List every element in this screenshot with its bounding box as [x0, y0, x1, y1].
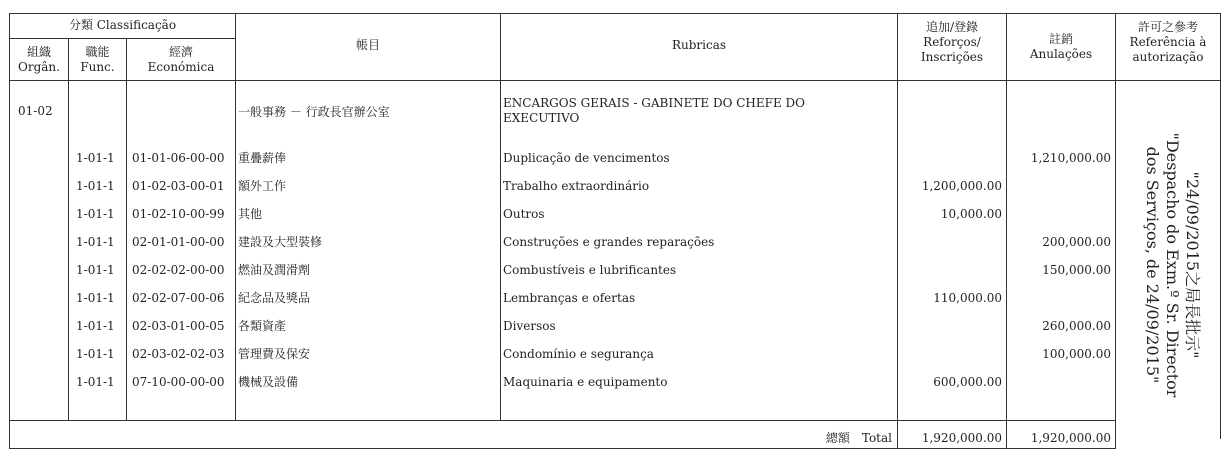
row-economica: 01-02-03-00-01 — [132, 179, 225, 193]
total-reforcos: 1,920,000.00 — [921, 431, 1002, 445]
authorization-line-1: "24/09/2015之局長批示" — [1183, 171, 1202, 359]
authorization-line-3: dos Serviços, de 24/09/2015" — [1143, 146, 1162, 384]
row-funcional: 1-01-1 — [76, 151, 115, 165]
row-rubric-pt: Combustíveis e lubrificantes — [503, 263, 677, 277]
row-funcional: 1-01-1 — [76, 375, 115, 389]
row-economica: 07-10-00-00-00 — [132, 375, 225, 389]
row-economica: 02-02-07-00-06 — [132, 291, 225, 305]
header-anulacoes: 註銷 Anulações — [1029, 32, 1093, 61]
row-economica: 02-01-01-00-00 — [132, 235, 225, 249]
row-rubric-zh: 機械及設備 — [238, 375, 299, 389]
rule — [1115, 13, 1116, 449]
row-rubric-zh: 其他 — [238, 207, 263, 221]
row-funcional: 1-01-1 — [76, 263, 115, 277]
header-classification: 分類 Classificação — [68, 18, 177, 32]
row-funcional: 1-01-1 — [76, 179, 115, 193]
row-rubric-pt: Lembranças e ofertas — [503, 291, 636, 305]
row-rubric-zh: 各類資產 — [238, 319, 287, 333]
total-anulacoes: 1,920,000.00 — [1030, 431, 1111, 445]
row-funcional: 1-01-1 — [76, 319, 115, 333]
row-funcional: 1-01-1 — [76, 235, 115, 249]
group-rubric-pt: ENCARGOS GERAIS - GABINETE DO CHEFE DO EXECUTIVO — [503, 96, 805, 125]
rule — [9, 13, 10, 449]
row-reforcos: 10,000.00 — [940, 207, 1002, 221]
row-rubric-pt: Construções e grandes reparações — [503, 235, 715, 249]
rule — [1220, 13, 1221, 439]
row-anulacoes: 200,000.00 — [1042, 235, 1111, 249]
row-anulacoes: 100,000.00 — [1042, 347, 1111, 361]
row-economica: 02-03-02-02-03 — [132, 347, 225, 361]
row-anulacoes: 260,000.00 — [1042, 319, 1111, 333]
rule — [126, 38, 127, 421]
rule — [235, 13, 236, 421]
row-rubric-zh: 紀念品及獎品 — [238, 291, 311, 305]
rule — [9, 13, 1221, 14]
row-reforcos: 1,200,000.00 — [921, 179, 1002, 193]
group-rubric-zh: 一般事務 － 行政長官辦公室 — [238, 105, 390, 119]
authorization-line-2: "Despacho do Exm.º Sr. Director — [1163, 132, 1182, 398]
header-reforcos: 追加/登錄 Reforços/ Inscrições — [920, 20, 984, 64]
total-label: 總額 Total — [825, 431, 892, 445]
rule — [9, 80, 1221, 81]
row-rubric-pt: Outros — [503, 207, 545, 221]
row-anulacoes: 150,000.00 — [1042, 263, 1111, 277]
row-rubric-pt: Duplicação de vencimentos — [503, 151, 670, 165]
rule — [9, 38, 235, 39]
header-economica: 經濟 Económica — [147, 45, 215, 74]
header-referencia: 許可之參考 Referência à autorização — [1129, 20, 1207, 64]
row-economica: 02-03-01-00-05 — [132, 319, 225, 333]
row-economica: 01-02-10-00-99 — [132, 207, 225, 221]
row-reforcos: 110,000.00 — [933, 291, 1002, 305]
row-rubric-pt: Diversos — [503, 319, 556, 333]
rule — [68, 38, 69, 421]
row-rubric-zh: 管理費及保安 — [238, 347, 311, 361]
row-rubric-zh: 額外工作 — [238, 179, 287, 193]
row-anulacoes: 1,210,000.00 — [1030, 151, 1111, 165]
row-rubric-zh: 建設及大型裝修 — [238, 235, 323, 249]
authorization-reference — [1124, 92, 1220, 438]
row-funcional: 1-01-1 — [76, 291, 115, 305]
row-funcional: 1-01-1 — [76, 207, 115, 221]
row-rubric-pt: Condomínio e segurança — [503, 347, 654, 361]
header-organica: 組織 Orgân. — [18, 45, 60, 74]
group-organica: 01-02 — [18, 104, 53, 118]
rule — [9, 420, 1115, 421]
row-rubric-zh: 燃油及潤滑劑 — [238, 263, 311, 277]
header-funcional: 職能 Func. — [80, 45, 115, 74]
rule — [9, 448, 1115, 449]
row-reforcos: 600,000.00 — [933, 375, 1002, 389]
row-rubric-zh: 重疊薪俸 — [238, 151, 287, 165]
header-rubric-zh: 帳目 — [355, 38, 380, 52]
rule — [1006, 13, 1007, 449]
row-rubric-pt: Trabalho extraordinário — [503, 179, 650, 193]
row-economica: 01-01-06-00-00 — [132, 151, 225, 165]
header-rubric-pt: Rubricas — [671, 38, 727, 52]
rule — [500, 13, 501, 421]
row-funcional: 1-01-1 — [76, 347, 115, 361]
row-rubric-pt: Maquinaria e equipamento — [503, 375, 668, 389]
row-economica: 02-02-02-00-00 — [132, 263, 225, 277]
